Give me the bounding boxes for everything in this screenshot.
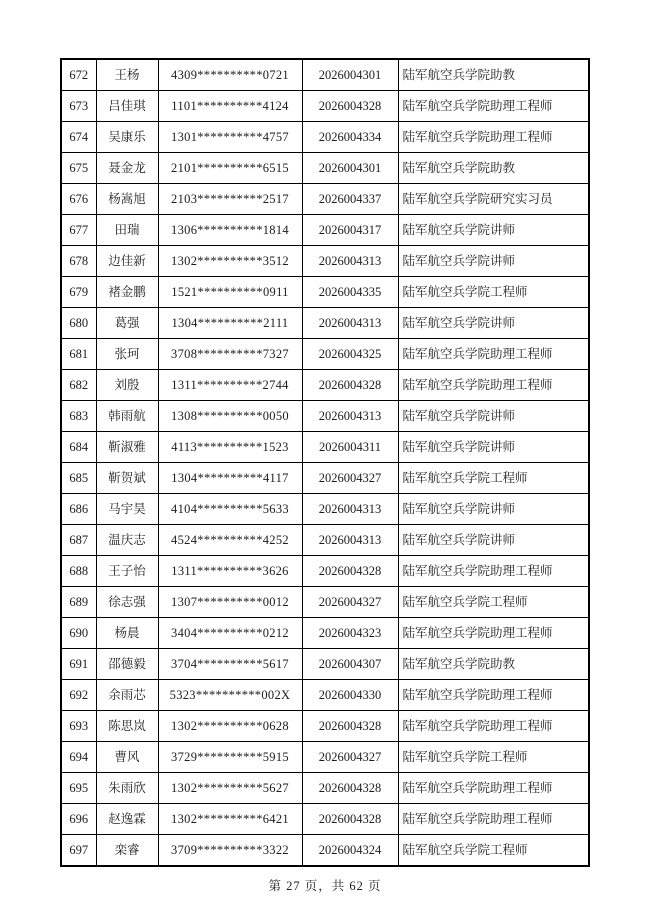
cell-id-number: 1302**********0628 — [158, 711, 302, 742]
cell-serial-number: 678 — [61, 246, 96, 277]
table-row — [61, 184, 589, 215]
cell-serial-number: 685 — [61, 463, 96, 494]
cell-id-number: 1302**********5627 — [158, 773, 302, 804]
cell-position-title: 陆军航空兵学院讲师 — [398, 401, 589, 432]
table-row — [61, 308, 589, 339]
cell-serial-number: 696 — [61, 804, 96, 835]
cell-code: 2026004313 — [302, 494, 398, 525]
cell-code: 2026004301 — [302, 153, 398, 184]
cell-serial-number: 677 — [61, 215, 96, 246]
cell-position-title: 陆军航空兵学院助教 — [398, 649, 589, 680]
table-row — [61, 618, 589, 649]
cell-id-number: 3709**********3322 — [158, 835, 302, 867]
cell-name: 温庆志 — [96, 525, 158, 556]
cell-position-title: 陆军航空兵学院工程师 — [398, 277, 589, 308]
cell-code: 2026004327 — [302, 463, 398, 494]
cell-code: 2026004328 — [302, 804, 398, 835]
cell-position-title: 陆军航空兵学院工程师 — [398, 742, 589, 773]
cell-id-number: 1521**********0911 — [158, 277, 302, 308]
cell-serial-number: 686 — [61, 494, 96, 525]
table-row — [61, 804, 589, 835]
cell-name: 王子怡 — [96, 556, 158, 587]
cell-id-number: 1304**********2111 — [158, 308, 302, 339]
cell-serial-number: 683 — [61, 401, 96, 432]
cell-position-title: 陆军航空兵学院工程师 — [398, 463, 589, 494]
cell-position-title: 陆军航空兵学院工程师 — [398, 835, 589, 867]
cell-code: 2026004317 — [302, 215, 398, 246]
cell-name: 靳贺斌 — [96, 463, 158, 494]
cell-id-number: 3729**********5915 — [158, 742, 302, 773]
cell-code: 2026004334 — [302, 122, 398, 153]
cell-position-title: 陆军航空兵学院助理工程师 — [398, 91, 589, 122]
cell-serial-number: 684 — [61, 432, 96, 463]
cell-code: 2026004328 — [302, 556, 398, 587]
personnel-table — [60, 58, 590, 867]
cell-id-number: 1302**********3512 — [158, 246, 302, 277]
table-row — [61, 59, 589, 91]
cell-code: 2026004337 — [302, 184, 398, 215]
cell-position-title: 陆军航空兵学院讲师 — [398, 246, 589, 277]
cell-position-title: 陆军航空兵学院助理工程师 — [398, 680, 589, 711]
cell-position-title: 陆军航空兵学院助理工程师 — [398, 773, 589, 804]
cell-code: 2026004330 — [302, 680, 398, 711]
cell-serial-number: 674 — [61, 122, 96, 153]
table-row — [61, 649, 589, 680]
table-row — [61, 835, 589, 867]
cell-name: 田瑞 — [96, 215, 158, 246]
cell-name: 边佳新 — [96, 246, 158, 277]
table-row — [61, 401, 589, 432]
cell-id-number: 5323**********002X — [158, 680, 302, 711]
cell-code: 2026004313 — [302, 308, 398, 339]
cell-position-title: 陆军航空兵学院讲师 — [398, 308, 589, 339]
cell-id-number: 2101**********6515 — [158, 153, 302, 184]
cell-name: 吴康乐 — [96, 122, 158, 153]
cell-id-number: 1307**********0012 — [158, 587, 302, 618]
cell-id-number: 1311**********3626 — [158, 556, 302, 587]
cell-name: 杨嵩旭 — [96, 184, 158, 215]
cell-serial-number: 682 — [61, 370, 96, 401]
cell-position-title: 陆军航空兵学院助教 — [398, 153, 589, 184]
cell-position-title: 陆军航空兵学院助理工程师 — [398, 339, 589, 370]
cell-id-number: 3404**********0212 — [158, 618, 302, 649]
cell-id-number: 1301**********4757 — [158, 122, 302, 153]
cell-name: 朱雨欣 — [96, 773, 158, 804]
cell-serial-number: 673 — [61, 91, 96, 122]
cell-name: 吕佳琪 — [96, 91, 158, 122]
cell-code: 2026004328 — [302, 711, 398, 742]
cell-id-number: 4309**********0721 — [158, 59, 302, 91]
cell-code: 2026004328 — [302, 91, 398, 122]
cell-id-number: 1101**********4124 — [158, 91, 302, 122]
cell-serial-number: 695 — [61, 773, 96, 804]
cell-serial-number: 676 — [61, 184, 96, 215]
page-number-footer: 第 27 页，共 62 页 — [268, 879, 382, 893]
cell-code: 2026004335 — [302, 277, 398, 308]
cell-position-title: 陆军航空兵学院助理工程师 — [398, 370, 589, 401]
cell-id-number: 4524**********4252 — [158, 525, 302, 556]
cell-serial-number: 691 — [61, 649, 96, 680]
cell-name: 邵德毅 — [96, 649, 158, 680]
table-row — [61, 742, 589, 773]
table-row — [61, 277, 589, 308]
cell-serial-number: 680 — [61, 308, 96, 339]
cell-serial-number: 694 — [61, 742, 96, 773]
cell-position-title: 陆军航空兵学院讲师 — [398, 215, 589, 246]
cell-code: 2026004327 — [302, 742, 398, 773]
cell-code: 2026004327 — [302, 587, 398, 618]
cell-position-title: 陆军航空兵学院讲师 — [398, 494, 589, 525]
cell-name: 余雨芯 — [96, 680, 158, 711]
cell-name: 陈思岚 — [96, 711, 158, 742]
cell-id-number: 1308**********0050 — [158, 401, 302, 432]
cell-code: 2026004328 — [302, 370, 398, 401]
table-row — [61, 122, 589, 153]
cell-position-title: 陆军航空兵学院工程师 — [398, 587, 589, 618]
cell-name: 赵逸霖 — [96, 804, 158, 835]
cell-position-title: 陆军航空兵学院助理工程师 — [398, 804, 589, 835]
cell-position-title: 陆军航空兵学院助理工程师 — [398, 122, 589, 153]
cell-position-title: 陆军航空兵学院讲师 — [398, 432, 589, 463]
table-row — [61, 587, 589, 618]
cell-name: 杨晨 — [96, 618, 158, 649]
cell-position-title: 陆军航空兵学院助理工程师 — [398, 711, 589, 742]
cell-code: 2026004313 — [302, 525, 398, 556]
cell-id-number: 4104**********5633 — [158, 494, 302, 525]
cell-serial-number: 690 — [61, 618, 96, 649]
cell-name: 褚金鹏 — [96, 277, 158, 308]
personnel-table-body — [61, 59, 589, 866]
cell-name: 刘殷 — [96, 370, 158, 401]
table-row — [61, 494, 589, 525]
cell-name: 靳淑雅 — [96, 432, 158, 463]
table-row — [61, 711, 589, 742]
table-row — [61, 370, 589, 401]
cell-serial-number: 688 — [61, 556, 96, 587]
cell-position-title: 陆军航空兵学院研究实习员 — [398, 184, 589, 215]
cell-code: 2026004313 — [302, 401, 398, 432]
cell-position-title: 陆军航空兵学院助理工程师 — [398, 618, 589, 649]
cell-serial-number: 697 — [61, 835, 96, 867]
cell-name: 葛强 — [96, 308, 158, 339]
table-row — [61, 246, 589, 277]
table-row — [61, 773, 589, 804]
cell-code: 2026004313 — [302, 246, 398, 277]
cell-serial-number: 692 — [61, 680, 96, 711]
table-row — [61, 339, 589, 370]
cell-serial-number: 679 — [61, 277, 96, 308]
cell-code: 2026004301 — [302, 59, 398, 91]
cell-id-number: 3704**********5617 — [158, 649, 302, 680]
cell-id-number: 1306**********1814 — [158, 215, 302, 246]
cell-serial-number: 693 — [61, 711, 96, 742]
cell-code: 2026004325 — [302, 339, 398, 370]
table-row — [61, 525, 589, 556]
cell-name: 马宇昊 — [96, 494, 158, 525]
table-row — [61, 91, 589, 122]
cell-id-number: 1311**********2744 — [158, 370, 302, 401]
cell-name: 张珂 — [96, 339, 158, 370]
cell-name: 聂金龙 — [96, 153, 158, 184]
cell-code: 2026004311 — [302, 432, 398, 463]
cell-name: 曹风 — [96, 742, 158, 773]
cell-id-number: 1304**********4117 — [158, 463, 302, 494]
cell-name: 徐志强 — [96, 587, 158, 618]
table-row — [61, 463, 589, 494]
cell-name: 王杨 — [96, 59, 158, 91]
cell-name: 韩雨航 — [96, 401, 158, 432]
cell-id-number: 4113**********1523 — [158, 432, 302, 463]
cell-serial-number: 689 — [61, 587, 96, 618]
cell-code: 2026004307 — [302, 649, 398, 680]
cell-id-number: 2103**********2517 — [158, 184, 302, 215]
cell-id-number: 1302**********6421 — [158, 804, 302, 835]
cell-serial-number: 675 — [61, 153, 96, 184]
cell-position-title: 陆军航空兵学院助教 — [398, 59, 589, 91]
cell-serial-number: 681 — [61, 339, 96, 370]
cell-name: 栾睿 — [96, 835, 158, 867]
table-row — [61, 680, 589, 711]
cell-serial-number: 672 — [61, 59, 96, 91]
table-row — [61, 556, 589, 587]
cell-position-title: 陆军航空兵学院助理工程师 — [398, 556, 589, 587]
table-row — [61, 215, 589, 246]
cell-serial-number: 687 — [61, 525, 96, 556]
cell-code: 2026004323 — [302, 618, 398, 649]
cell-code: 2026004328 — [302, 773, 398, 804]
table-row — [61, 432, 589, 463]
cell-id-number: 3708**********7327 — [158, 339, 302, 370]
table-row — [61, 153, 589, 184]
cell-code: 2026004324 — [302, 835, 398, 867]
cell-position-title: 陆军航空兵学院讲师 — [398, 525, 589, 556]
